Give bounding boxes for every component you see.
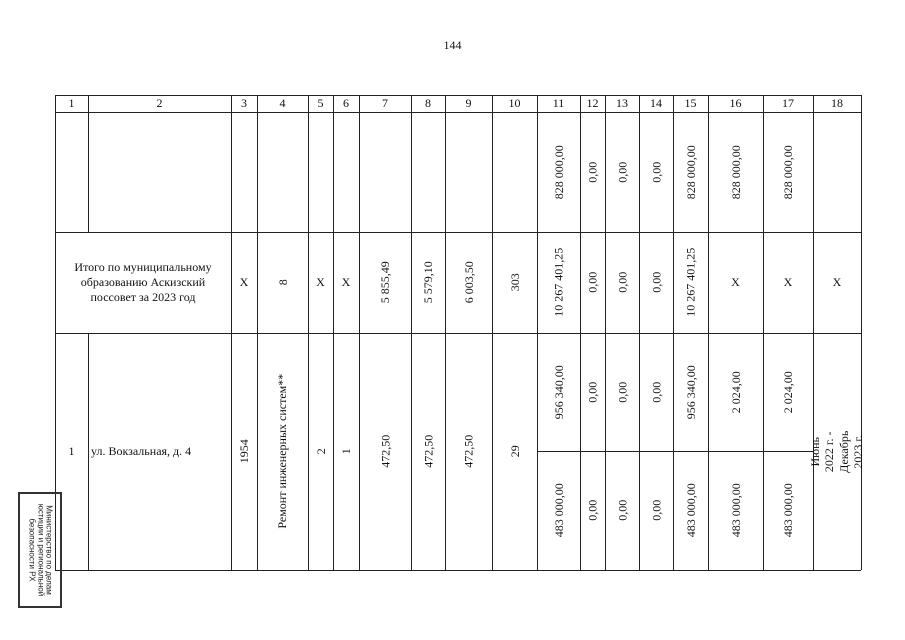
row-a-col13: 0,00 bbox=[614, 161, 629, 183]
col-header-3: 3 bbox=[241, 96, 247, 111]
row-a-col11: 828 000,00 bbox=[551, 144, 566, 199]
col-header-15: 15 bbox=[684, 96, 697, 111]
row-a-col14: 0,00 bbox=[648, 161, 663, 183]
row-a-col16: 828 000,00 bbox=[728, 144, 743, 199]
item-number: 1 bbox=[68, 444, 75, 459]
row-a-col17: 828 000,00 bbox=[780, 144, 795, 199]
col-header-13: 13 bbox=[616, 96, 628, 111]
total-col7: 5 855,49 bbox=[377, 261, 392, 304]
col-header-7: 7 bbox=[382, 96, 388, 111]
item-period: Июнь 2022 г. - Декабрь 2023 г. bbox=[808, 430, 866, 473]
total-col11: 10 267 401,25 bbox=[551, 247, 566, 317]
item-top-col13: 0,00 bbox=[614, 381, 629, 403]
col-header-10: 10 bbox=[508, 96, 521, 111]
item-col8: 472,50 bbox=[420, 434, 435, 468]
table-border-right bbox=[861, 95, 862, 570]
total-col18: X bbox=[832, 275, 842, 290]
row-a-col15: 828 000,00 bbox=[683, 144, 698, 199]
row-a-col12: 0,00 bbox=[585, 161, 600, 183]
item-year: 1954 bbox=[236, 439, 251, 464]
col-header-6: 6 bbox=[343, 96, 349, 111]
total-col10: 303 bbox=[507, 273, 522, 292]
total-col4: 8 bbox=[275, 279, 290, 286]
item-top-col14: 0,00 bbox=[648, 381, 663, 403]
table-border-bottom bbox=[55, 570, 861, 571]
total-label: Итого по муниципальному образованию Аскизский поссовет за 2023 год bbox=[74, 260, 212, 304]
item-bottom-col13: 0,00 bbox=[614, 499, 629, 521]
total-col13: 0,00 bbox=[614, 271, 629, 293]
col-header-12: 12 bbox=[586, 96, 599, 111]
col-header-1: 1 bbox=[68, 96, 75, 111]
page-number: 144 bbox=[443, 38, 462, 52]
item-col7: 472,50 bbox=[377, 434, 392, 468]
col-header-5: 5 bbox=[317, 96, 324, 111]
total-col6: X bbox=[341, 275, 351, 290]
col-header-17: 17 bbox=[782, 96, 794, 111]
item-top-col17: 2 024,00 bbox=[780, 370, 795, 413]
item-top-col11: 956 340,00 bbox=[551, 364, 566, 419]
item-address: ул. Вокзальная, д. 4 bbox=[91, 444, 192, 459]
item-bottom-col11: 483 000,00 bbox=[551, 483, 566, 538]
column-divider bbox=[88, 95, 89, 232]
col-header-2: 2 bbox=[156, 96, 163, 111]
col-header-18: 18 bbox=[831, 96, 843, 111]
col-header-11: 11 bbox=[552, 96, 565, 111]
total-col3: X bbox=[239, 275, 249, 290]
item-col9: 472,50 bbox=[461, 434, 476, 468]
col-header-8: 8 bbox=[425, 96, 431, 111]
item-col10: 29 bbox=[507, 445, 522, 458]
item-col5: 2 bbox=[313, 448, 328, 455]
item-bottom-col12: 0,00 bbox=[585, 499, 600, 521]
item-top-col15: 956 340,00 bbox=[683, 364, 698, 419]
data-table bbox=[55, 95, 866, 570]
total-col8: 5 579,10 bbox=[420, 261, 435, 304]
stamp-text: Министерство по делам юстиции и региональной безопасности РХ bbox=[27, 503, 54, 597]
item-bottom-col17: 483 000,00 bbox=[780, 483, 795, 538]
total-col12: 0,00 bbox=[585, 271, 600, 293]
item-bottom-col16: 483 000,00 bbox=[728, 483, 743, 538]
total-col16: X bbox=[731, 275, 740, 290]
item-bottom-col15: 483 000,00 bbox=[683, 483, 698, 538]
total-col14: 0,00 bbox=[648, 271, 663, 293]
item-col6: 1 bbox=[338, 448, 353, 455]
col-header-4: 4 bbox=[279, 96, 286, 111]
item-work-type: Ремонт инженерных систем** bbox=[275, 374, 290, 529]
total-col5: X bbox=[316, 275, 325, 290]
total-col17: X bbox=[783, 275, 793, 290]
total-col15: 10 267 401,25 bbox=[683, 247, 698, 317]
col-header-14: 14 bbox=[650, 96, 662, 111]
col-header-9: 9 bbox=[465, 96, 472, 111]
item-top-col16: 2 024,00 bbox=[728, 370, 743, 413]
item-bottom-col14: 0,00 bbox=[648, 499, 663, 521]
registration-stamp bbox=[18, 492, 62, 608]
total-col9: 6 003,50 bbox=[461, 261, 476, 304]
col-header-16: 16 bbox=[729, 96, 742, 111]
item-top-col12: 0,00 bbox=[585, 381, 600, 403]
